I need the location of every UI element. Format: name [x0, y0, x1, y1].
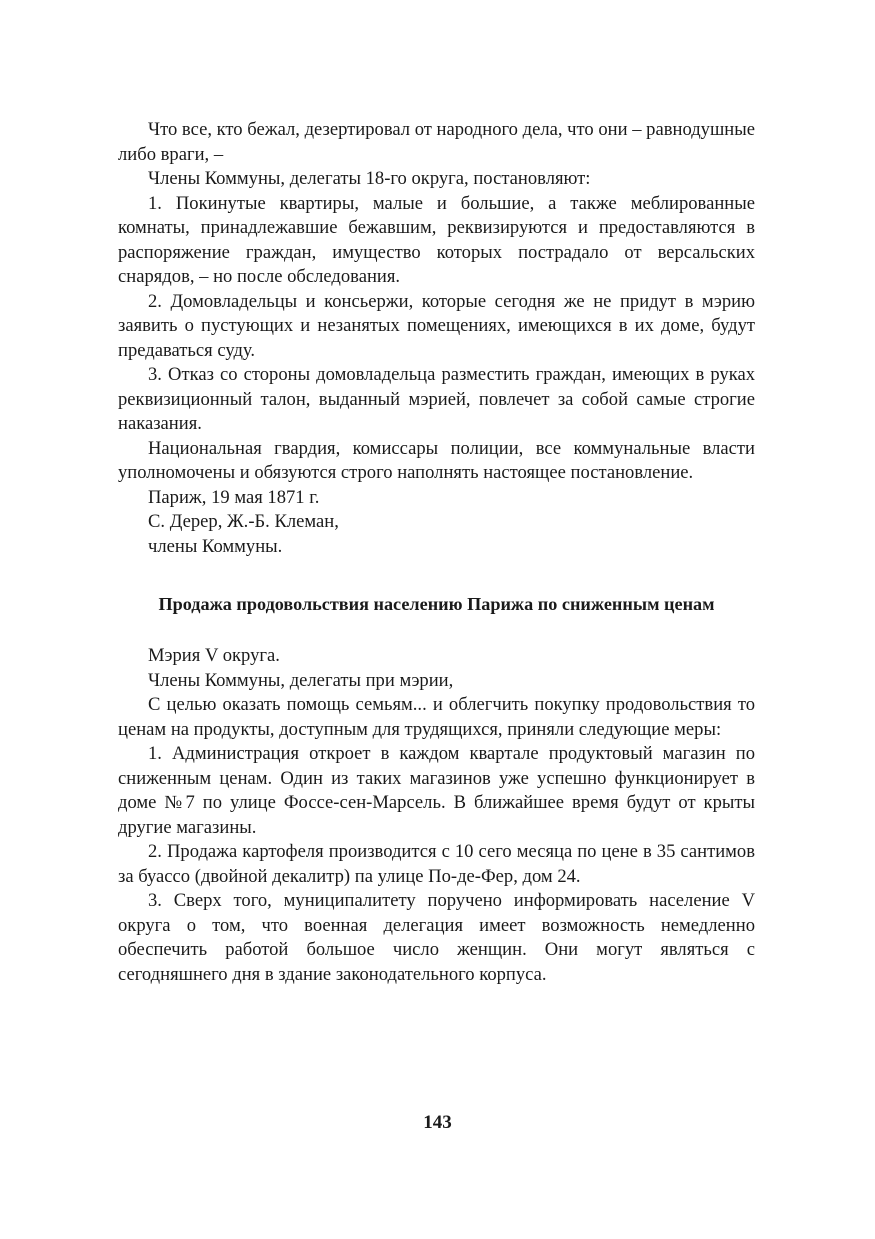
- paragraph-preamble-ending: Что все, кто бежал, дезертировал от народного дела, что они – равнодушные либо враги, –: [118, 119, 755, 165]
- paragraph-signatories: С. Дерер, Ж.-Б. Клеман,: [148, 511, 339, 532]
- paragraph-signatories-title: члены Коммуны.: [148, 535, 283, 557]
- paragraph-purpose: С целью оказать помощь семьям... и облегчить покупку продовольствия то ценам на продукты, доступным для трудящихся, приняли следующие меры:: [118, 694, 755, 740]
- paragraph-measure-3: 3. Сверх того, муниципалитету поручено информировать население V округа о том, что военная делегация имеет возможность немедленно обеспечить работой большое число женщин. Они могут являться с сегодняшнего дня в здание законодательного корпуса.: [118, 890, 755, 985]
- paragraph-date: Париж, 19 мая 1871 г.: [148, 486, 320, 508]
- paragraph-measure-1: 1. Администрация откроет в каждом квартале продуктовый магазин по сниженным ценам. Один из таких магазинов уже успешно функционирует в доме №7 по улице Фоссе-сен-Марсель. В ближайшее время будут от крыты другие магазины.: [118, 743, 755, 838]
- paragraph-clause-1: 1. Покинутые квартиры, малые и большие, а также меблированные комнаты, принадлежавшие бежавшим, реквизируются и предоставляются в распоряжение граждан, имущество которых пострадало от версальских снарядов, – но после обследования.: [118, 192, 755, 287]
- paragraph-resolution-intro: Члены Коммуны, делегаты 18-го округа, постановляют:: [148, 168, 591, 189]
- section-heading: Продажа продовольствия населению Парижа по сниженным ценам: [158, 594, 715, 614]
- page-body: [118, 118, 755, 987]
- page-number: 143: [423, 1112, 452, 1133]
- paragraph-clause-2: 2. Домовладельцы и консьержи, которые сегодня же не придут в мэрию заявить о пустующих и незанятых помещениях, имеющихся в их доме, будут предаваться суду.: [118, 290, 755, 361]
- paragraph-enforcement: Национальная гвардия, комиссары полиции, все коммунальные власти уполномочены и обязуются строго наполнять настоящее постановление.: [118, 437, 755, 483]
- paragraph-mairie: Мэрия V округа.: [148, 645, 280, 666]
- paragraph-measure-2: 2. Продажа картофеля производится с 10 сего месяца по цене в 35 сантимов за буассо (двойной декалитр) па улице По-де-Фер, дом 24.: [118, 841, 755, 887]
- paragraph-delegates: Члены Коммуны, делегаты при мэрии,: [148, 669, 454, 691]
- paragraph-clause-3: 3. Отказ со стороны домовладельца разместить граждан, имеющих в руках реквизиционный талон, выданный мэрией, повлечет за собой самые строгие наказания.: [118, 364, 755, 434]
